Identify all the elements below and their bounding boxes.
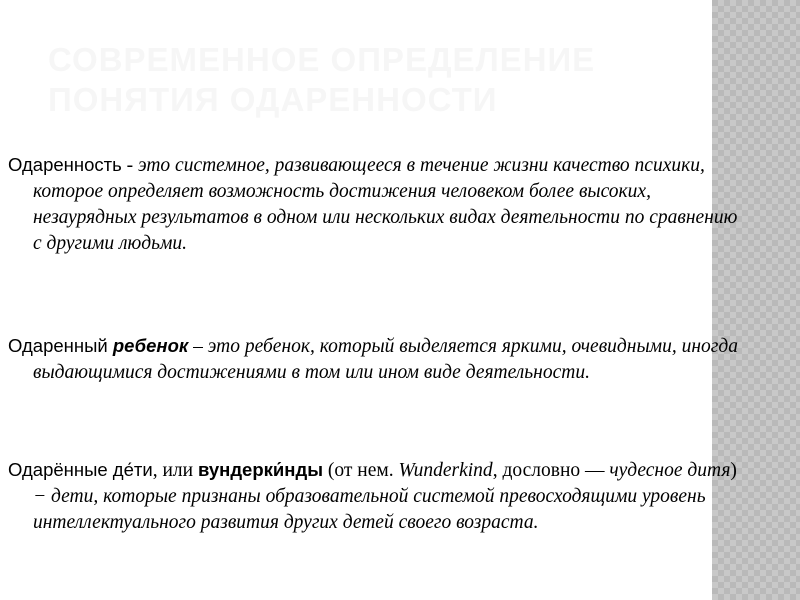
- connector-text: , или: [152, 460, 198, 481]
- definition-text: это системное, развивающееся в течение жизни качество психики, которое определяет возможность достижения человеком более высоких, незаурядных результатов в одном или нескольких видах деятельности по сравнению с другими людьми.: [33, 155, 738, 254]
- literal-text: , дословно —: [492, 460, 610, 481]
- term-wunderkinds: вундерки́нды: [197, 459, 323, 480]
- term-gifted-children: Одарённые де́ти: [8, 459, 153, 480]
- gloss-text: чудесное дитя: [609, 460, 731, 481]
- term-child: ребенок: [112, 335, 189, 356]
- term-gifted: Одаренный: [8, 335, 113, 356]
- foreign-word: Wunderkind: [398, 460, 493, 481]
- term-giftedness: Одаренность: [8, 154, 122, 175]
- separator-dash: -: [121, 155, 138, 176]
- definition-text: – это ребенок, который выделяется яркими, очевидными, иногда выдающимися достижениями в том или ином виде деятельности.: [33, 336, 738, 383]
- etymology-text: (от нем.: [323, 460, 399, 481]
- closing-paren: ): [730, 460, 737, 481]
- slide-title: СОВРЕМЕННОЕ ОПРЕДЕЛЕНИЕ ПОНЯТИЯ ОДАРЕННОСТИ: [48, 41, 596, 118]
- definition-giftedness: [8, 152, 738, 257]
- definition-gifted-children: [8, 457, 738, 536]
- definition-text: − дети, которые признаны образовательной системой превосходящими уровень интеллектуального развития других детей своего возраста.: [33, 486, 706, 533]
- definition-gifted-child: [8, 333, 738, 386]
